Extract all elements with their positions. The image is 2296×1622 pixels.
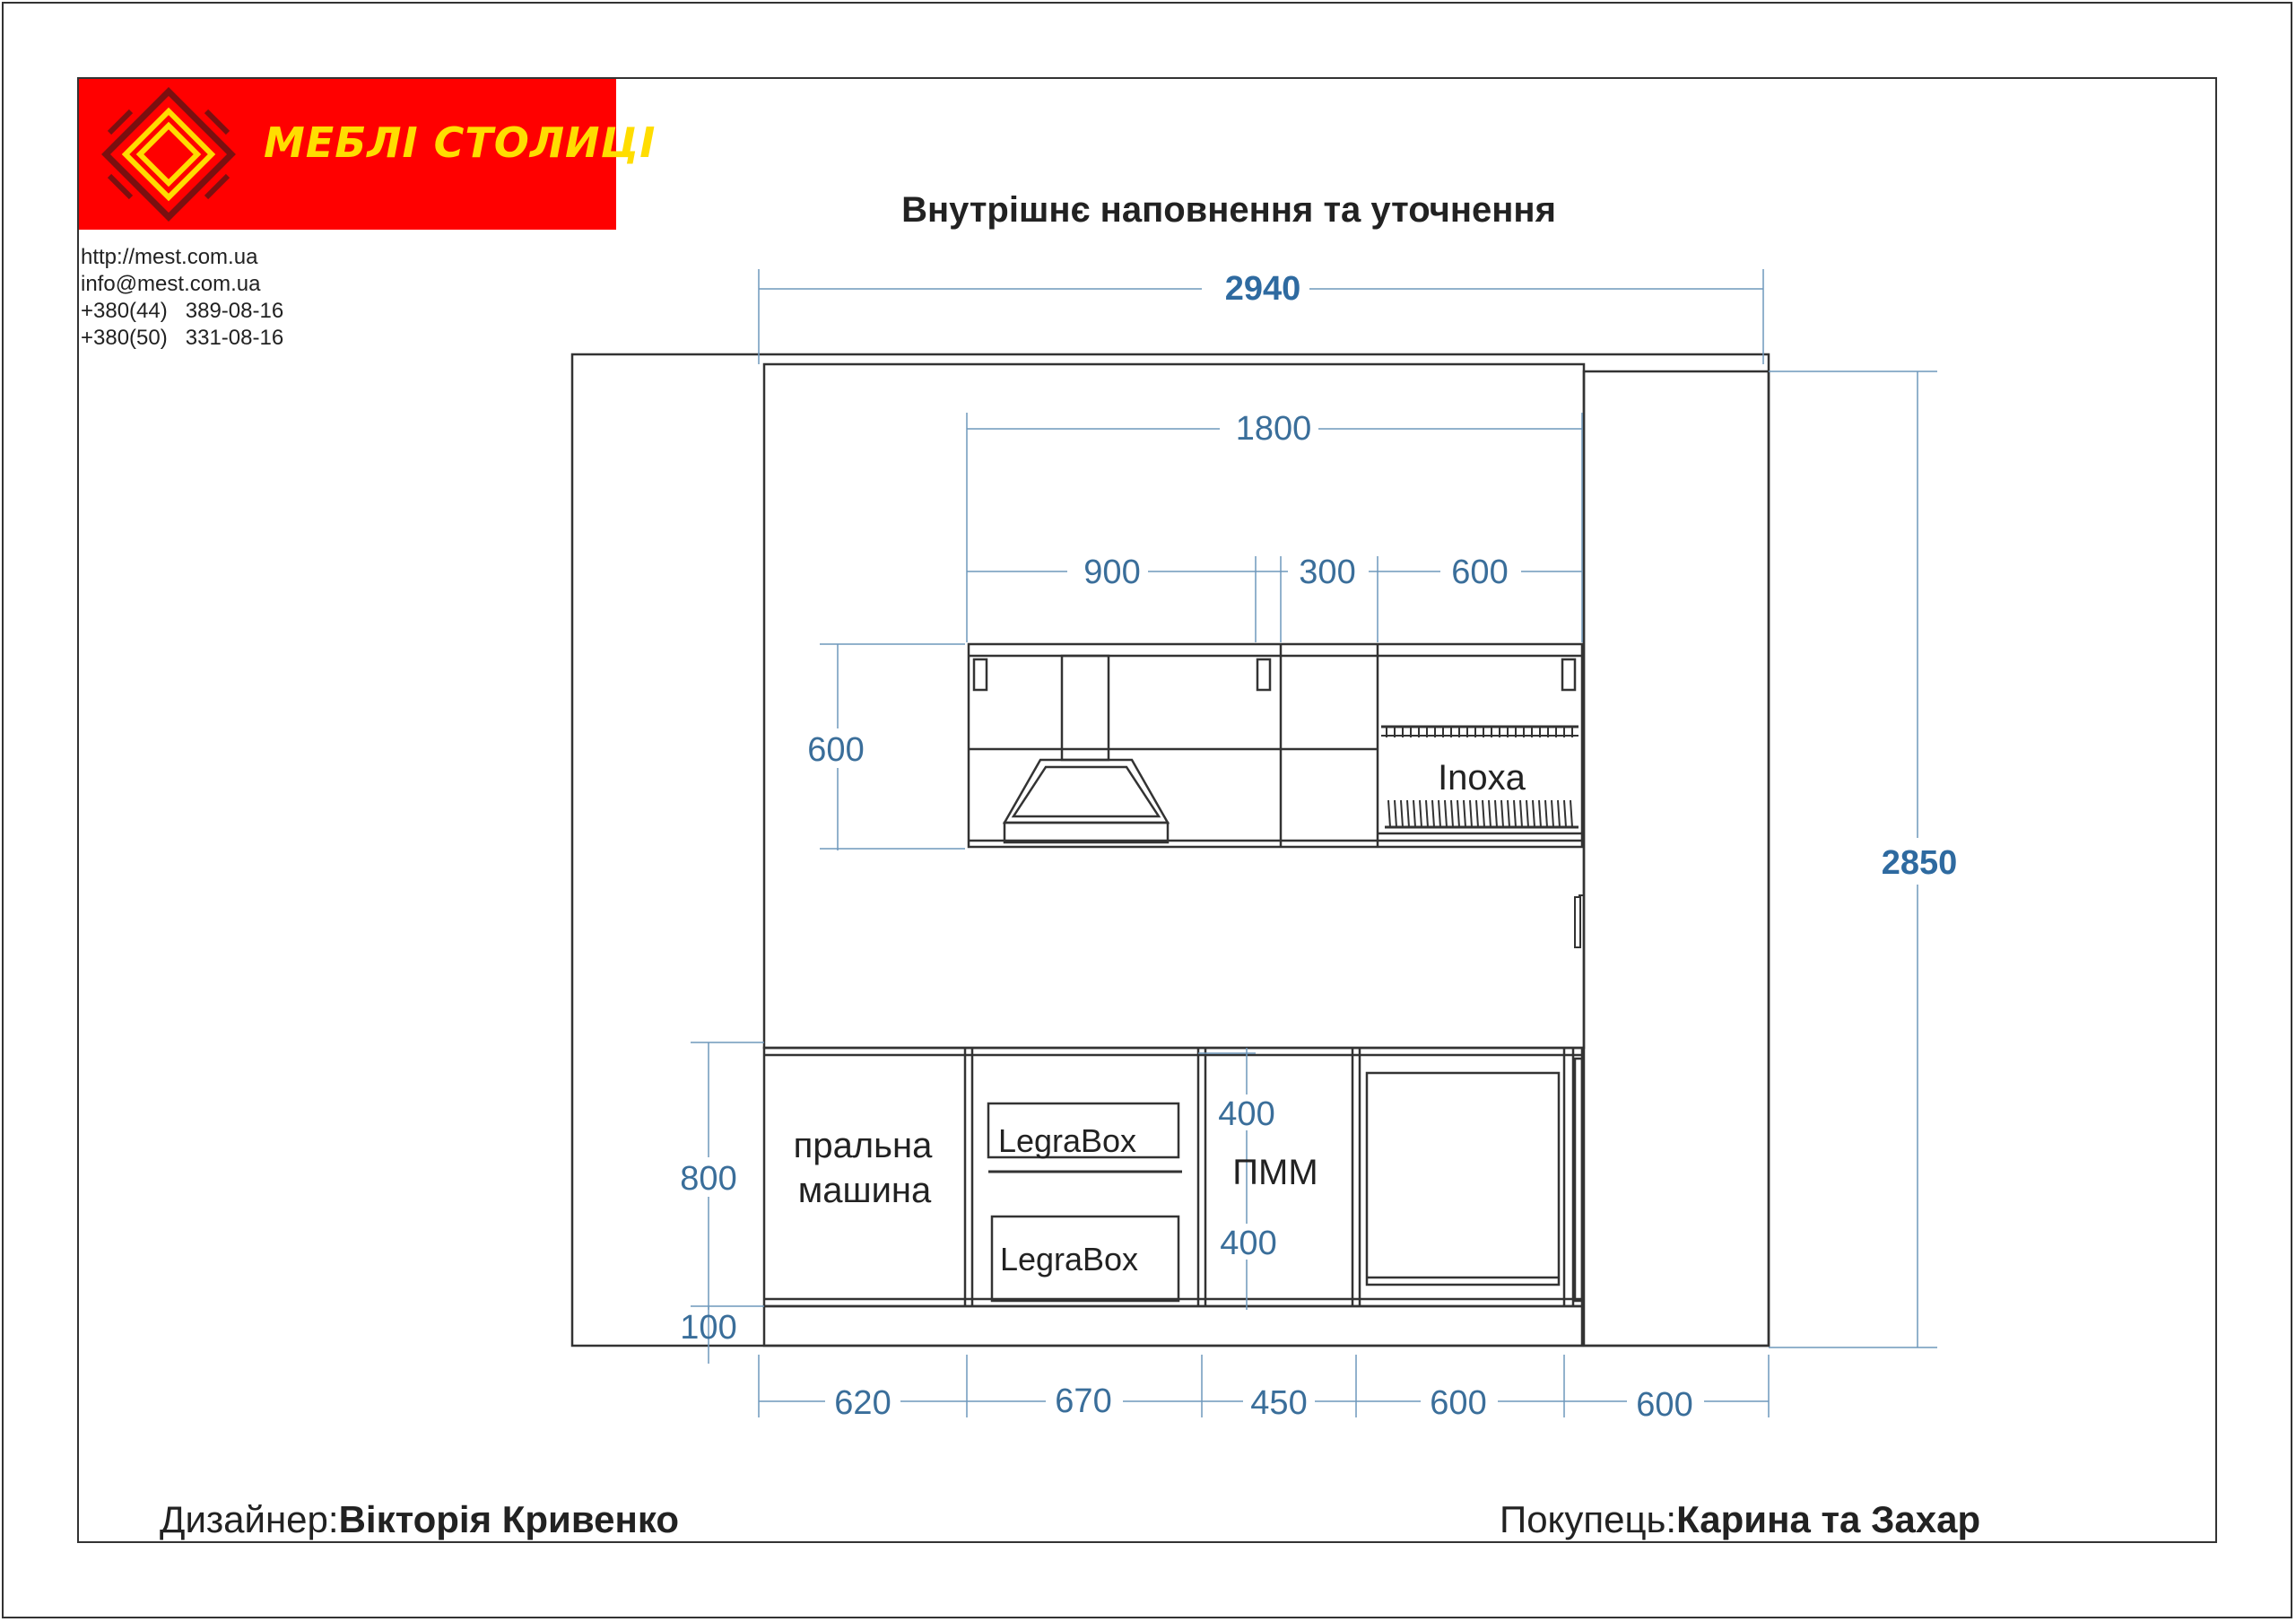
dim-total-width: 2940 — [1224, 270, 1301, 308]
email-link[interactable]: info@mest.com.ua — [81, 272, 261, 296]
dim-drawer-bottom: 400 — [1220, 1225, 1277, 1262]
dim-bottom-section-3: 450 — [1250, 1384, 1308, 1422]
phone-1: +380(44) 389-08-16 — [81, 299, 284, 323]
phone-2: +380(50) 331-08-16 — [81, 326, 284, 350]
designer-name: Вікторія Кривенко — [338, 1498, 679, 1540]
drawer-bottom-label: LegraBox — [999, 1241, 1139, 1278]
customer-label: Покупець: — [1500, 1498, 1677, 1540]
brand-name: МЕБЛІ СТОЛИЦІ — [264, 118, 657, 167]
website-link[interactable]: http://mest.com.ua — [81, 245, 258, 269]
dish-rack-label: Inoxa — [1438, 758, 1526, 798]
dim-drawer-top: 400 — [1218, 1095, 1275, 1133]
dim-upper-span: 1800 — [1235, 410, 1312, 448]
dim-plinth: 100 — [680, 1309, 737, 1347]
back-wall-panel — [764, 364, 1584, 1048]
dim-upper-section-1: 900 — [1083, 554, 1141, 591]
designer-label: Дизайнер: — [160, 1498, 339, 1540]
tall-cabinet-handle — [1575, 897, 1580, 947]
tall-cabinet — [1584, 371, 1769, 1346]
page-title: Внутрішнє наповнення та уточнення — [901, 190, 1556, 230]
dim-upper-section-3: 600 — [1451, 554, 1509, 591]
washing-machine-label-1: пральна — [793, 1126, 933, 1165]
wall-outline — [572, 354, 1769, 1346]
customer-name: Карина та Захар — [1676, 1498, 1981, 1540]
dim-bottom-section-5: 600 — [1636, 1386, 1693, 1424]
dim-total-height: 2850 — [1881, 844, 1958, 882]
designer-credit — [160, 1498, 679, 1541]
dim-bottom-section-4: 600 — [1430, 1384, 1487, 1422]
dim-upper-section-2: 300 — [1299, 554, 1356, 591]
dishwasher-label: ПММ — [1232, 1153, 1318, 1192]
dim-bottom-section-1: 620 — [834, 1384, 891, 1422]
drawer-top-label: LegraBox — [997, 1122, 1137, 1159]
customer-credit — [1500, 1498, 1980, 1541]
dim-lower-height: 800 — [680, 1160, 737, 1198]
dim-upper-height: 600 — [807, 731, 865, 769]
dim-bottom-section-2: 670 — [1055, 1382, 1112, 1420]
washing-machine-label-2: машина — [797, 1171, 932, 1210]
